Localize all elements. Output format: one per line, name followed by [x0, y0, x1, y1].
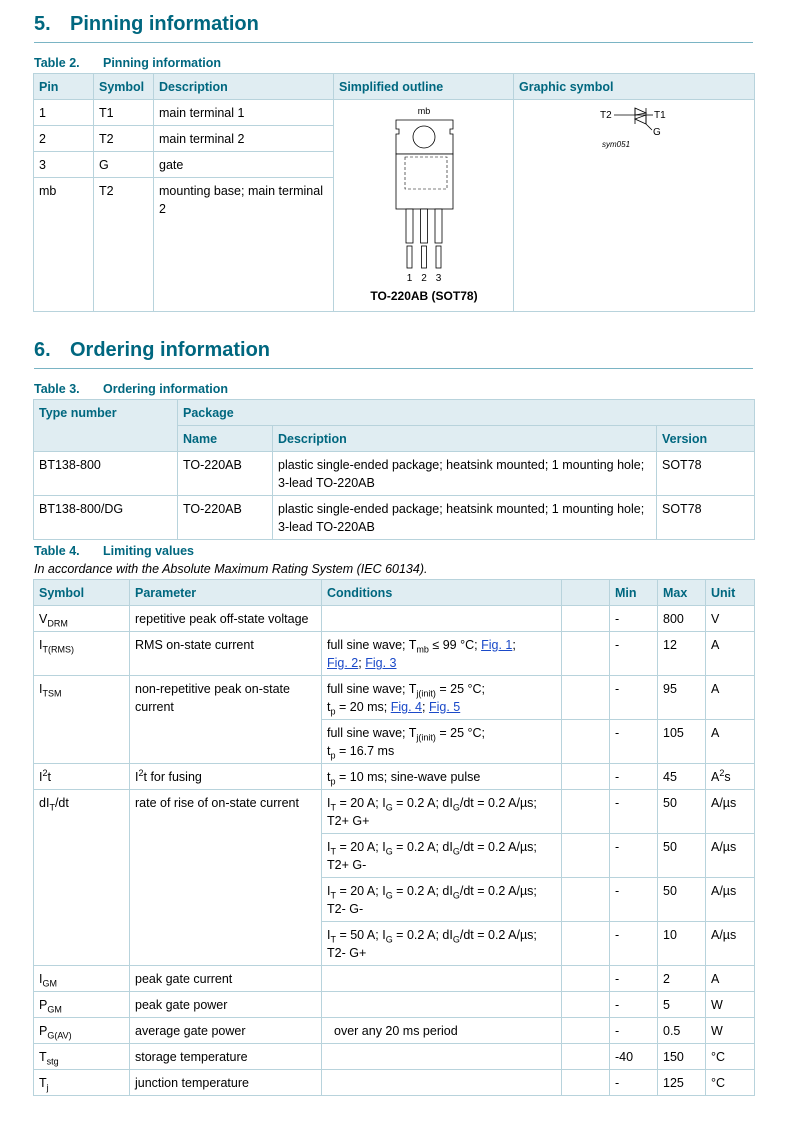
header-package: Package: [178, 400, 755, 426]
pin-cell: mb: [34, 178, 94, 312]
max-cell: 95: [658, 676, 706, 720]
description-cell: plastic single-ended package; heatsink mounted; 1 mounting hole; 3-lead TO-220AB: [273, 452, 657, 496]
to220-outline-drawing: [339, 104, 509, 304]
min-cell: -: [610, 790, 658, 834]
parameter-cell: non-repetitive peak on-state current: [130, 676, 322, 764]
symbol-cell: T1: [94, 100, 154, 126]
version-cell: SOT78: [657, 452, 755, 496]
max-cell: 150: [658, 1044, 706, 1070]
symbol-cell: $P_{GM}$: [34, 992, 130, 1018]
conditions-cell: $I_T = 20$ A; $I_G = 0.2$ A; $dI_G/dt = 0.2$ A/µs; T2- G-: [322, 878, 562, 922]
table-row: [34, 452, 755, 496]
simplified-outline: [334, 100, 514, 312]
header-max: Max: [658, 580, 706, 606]
conditions-cell: full sine wave; $T_{j(init)} = 25$ °C; $t_p = 16.7$ ms: [322, 720, 562, 764]
symbol-ref: sym051: [602, 140, 631, 149]
symbol-cell: $P_{G(AV)}$: [34, 1018, 130, 1044]
min-cell: -: [610, 834, 658, 878]
min-cell: -: [610, 1070, 658, 1096]
t2-label: T2: [600, 110, 612, 121]
max-cell: 12: [658, 632, 706, 676]
max-cell: 125: [658, 1070, 706, 1096]
table-row: [34, 496, 755, 540]
min-cell: -: [610, 606, 658, 632]
conditions-cell: [322, 1070, 562, 1096]
pin-cell: 3: [34, 152, 94, 178]
unit-cell: A/µs: [706, 878, 755, 922]
symbol-cell: $V_{DRM}$: [34, 606, 130, 632]
max-cell: 800: [658, 606, 706, 632]
description-cell: plastic single-ended package; heatsink mounted; 1 mounting hole; 3-lead TO-220AB: [273, 496, 657, 540]
t1-label: T1: [654, 110, 666, 121]
header-conditions: Conditions: [322, 580, 562, 606]
parameter-cell: peak gate current: [130, 966, 322, 992]
table-2-caption: Table 2. Pinning information: [34, 56, 222, 70]
symbol-cell: $I_{GM}$: [34, 966, 130, 992]
unit-cell: °C: [706, 1070, 755, 1096]
min-cell: -: [610, 922, 658, 966]
table-row: [34, 1044, 755, 1070]
symbol-cell: $dI_T/dt$: [34, 790, 130, 966]
header-type-number: Type number: [34, 400, 178, 452]
conditions-cell: full sine wave; $T_{j(init)} = 25$ °C; $t_p = 20$ ms; Fig. 4; Fig. 5: [322, 676, 562, 720]
unit-cell: °C: [706, 1044, 755, 1070]
symbol-cell: T2: [94, 126, 154, 152]
symbol-cell: T2: [94, 178, 154, 312]
header-spacer: [562, 580, 610, 606]
pin-label: 3: [435, 273, 442, 284]
graphic-symbol: [514, 100, 755, 312]
header-graphic: Graphic symbol: [514, 74, 755, 100]
header-symbol: Symbol: [34, 580, 130, 606]
conditions-cell: $I_T = 20$ A; $I_G = 0.2$ A; $dI_G/dt = 0.2$ A/µs; T2+ G-: [322, 834, 562, 878]
parameter-cell: rate of rise of on-state current: [130, 790, 322, 966]
pin-label: 1: [406, 273, 413, 284]
table-4-note: In accordance with the Absolute Maximum Rating System (IEC 60134).: [34, 562, 428, 576]
fig-3-link[interactable]: Fig. 3: [365, 656, 397, 670]
description-cell: main terminal 1: [154, 100, 334, 126]
unit-cell: A: [706, 676, 755, 720]
type-cell: BT138-800/DG: [34, 496, 178, 540]
section-5-title: 5. Pinning information: [34, 13, 259, 35]
unit-cell: A: [706, 966, 755, 992]
max-cell: 45: [658, 764, 706, 790]
max-cell: 2: [658, 966, 706, 992]
parameter-cell: average gate power: [130, 1018, 322, 1044]
limiting-values-table: [33, 579, 755, 1096]
unit-cell: V: [706, 606, 755, 632]
symbol-cell: $I_{TSM}$: [34, 676, 130, 764]
header-unit: Unit: [706, 580, 755, 606]
pinning-table: [33, 73, 755, 312]
header-pin: Pin: [34, 74, 94, 100]
name-cell: TO-220AB: [178, 452, 273, 496]
symbol-cell: $T_j$: [34, 1070, 130, 1096]
max-cell: 10: [658, 922, 706, 966]
description-cell: mounting base; main terminal 2: [154, 178, 334, 312]
pin-label: 2: [421, 273, 427, 284]
table-row: [34, 966, 755, 992]
symbol-cell: G: [94, 152, 154, 178]
conditions-cell: $I_T = 20$ A; $I_G = 0.2$ A; $dI_G/dt = 0.2$ A/µs; T2+ G+: [322, 790, 562, 834]
description-cell: main terminal 2: [154, 126, 334, 152]
pin-cell: 1: [34, 100, 94, 126]
min-cell: -40: [610, 1044, 658, 1070]
conditions-cell: [322, 992, 562, 1018]
min-cell: -: [610, 676, 658, 720]
min-cell: -: [610, 878, 658, 922]
max-cell: 50: [658, 878, 706, 922]
conditions-cell: [322, 606, 562, 632]
table-3-caption: Table 3. Ordering information: [34, 382, 228, 396]
unit-cell: A: [706, 720, 755, 764]
section-rule: [34, 42, 753, 43]
table-row: [34, 992, 755, 1018]
header-min: Min: [610, 580, 658, 606]
unit-cell: $A^2s$: [706, 764, 755, 790]
section-6-title: 6. Ordering information: [34, 339, 270, 361]
table-row: [34, 606, 755, 632]
unit-cell: A/µs: [706, 790, 755, 834]
version-cell: SOT78: [657, 496, 755, 540]
max-cell: 50: [658, 790, 706, 834]
max-cell: 50: [658, 834, 706, 878]
table-row: [34, 1070, 755, 1096]
mb-label: mb: [417, 106, 431, 116]
unit-cell: A/µs: [706, 834, 755, 878]
parameter-cell: repetitive peak off-state voltage: [130, 606, 322, 632]
table-row: [34, 632, 755, 676]
table-4-caption: Table 4. Limiting values: [34, 544, 194, 558]
conditions-cell: $I_T = 50$ A; $I_G = 0.2$ A; $dI_G/dt = 0.2$ A/µs; T2- G+: [322, 922, 562, 966]
table-row: [34, 1018, 755, 1044]
header-description: Description: [154, 74, 334, 100]
description-cell: gate: [154, 152, 334, 178]
parameter-cell: $I^2t$ for fusing: [130, 764, 322, 790]
g-label: G: [653, 127, 661, 138]
section-rule: [34, 368, 753, 369]
type-cell: BT138-800: [34, 452, 178, 496]
min-cell: -: [610, 764, 658, 790]
max-cell: 105: [658, 720, 706, 764]
parameter-cell: junction temperature: [130, 1070, 322, 1096]
unit-cell: W: [706, 992, 755, 1018]
conditions-cell: $t_p = 10$ ms; sine-wave pulse: [322, 764, 562, 790]
table-row: [34, 764, 755, 790]
ordering-table: [33, 399, 755, 540]
table-row: [34, 676, 755, 720]
pin-cell: 2: [34, 126, 94, 152]
conditions-cell: [322, 1044, 562, 1070]
max-cell: 0.5: [658, 1018, 706, 1044]
min-cell: -: [610, 992, 658, 1018]
parameter-cell: RMS on-state current: [130, 632, 322, 676]
fig-2-link[interactable]: Fig. 2: [327, 656, 359, 670]
min-cell: -: [610, 966, 658, 992]
parameter-cell: storage temperature: [130, 1044, 322, 1070]
table-row: [34, 100, 755, 126]
outline-caption: TO-220AB (SOT78): [370, 289, 478, 303]
table-row: [34, 790, 755, 834]
fig-4-link[interactable]: Fig. 4: [390, 700, 422, 714]
header-parameter: Parameter: [130, 580, 322, 606]
max-cell: 5: [658, 992, 706, 1018]
conditions-cell: full sine wave; $T_{mb} \le 99$ °C; Fig. 1; Fig. 2; Fig. 3: [322, 632, 562, 676]
parameter-cell: peak gate power: [130, 992, 322, 1018]
min-cell: -: [610, 720, 658, 764]
header-version: Version: [657, 426, 755, 452]
unit-cell: A/µs: [706, 922, 755, 966]
fig-1-link[interactable]: Fig. 1: [481, 638, 513, 652]
triac-symbol-icon: [597, 106, 697, 150]
conditions-cell: over any 20 ms period: [322, 1018, 562, 1044]
name-cell: TO-220AB: [178, 496, 273, 540]
min-cell: -: [610, 632, 658, 676]
fig-5-link[interactable]: Fig. 5: [428, 700, 461, 714]
symbol-cell: $I_{T(RMS)}$: [34, 632, 130, 676]
symbol-cell: $T_{stg}$: [34, 1044, 130, 1070]
conditions-cell: [322, 966, 562, 992]
unit-cell: A: [706, 632, 755, 676]
header-symbol: Symbol: [94, 74, 154, 100]
header-description: Description: [273, 426, 657, 452]
min-cell: -: [610, 1018, 658, 1044]
header-name: Name: [178, 426, 273, 452]
symbol-cell: $I^2t$: [34, 764, 130, 790]
header-outline: Simplified outline: [334, 74, 514, 100]
unit-cell: W: [706, 1018, 755, 1044]
